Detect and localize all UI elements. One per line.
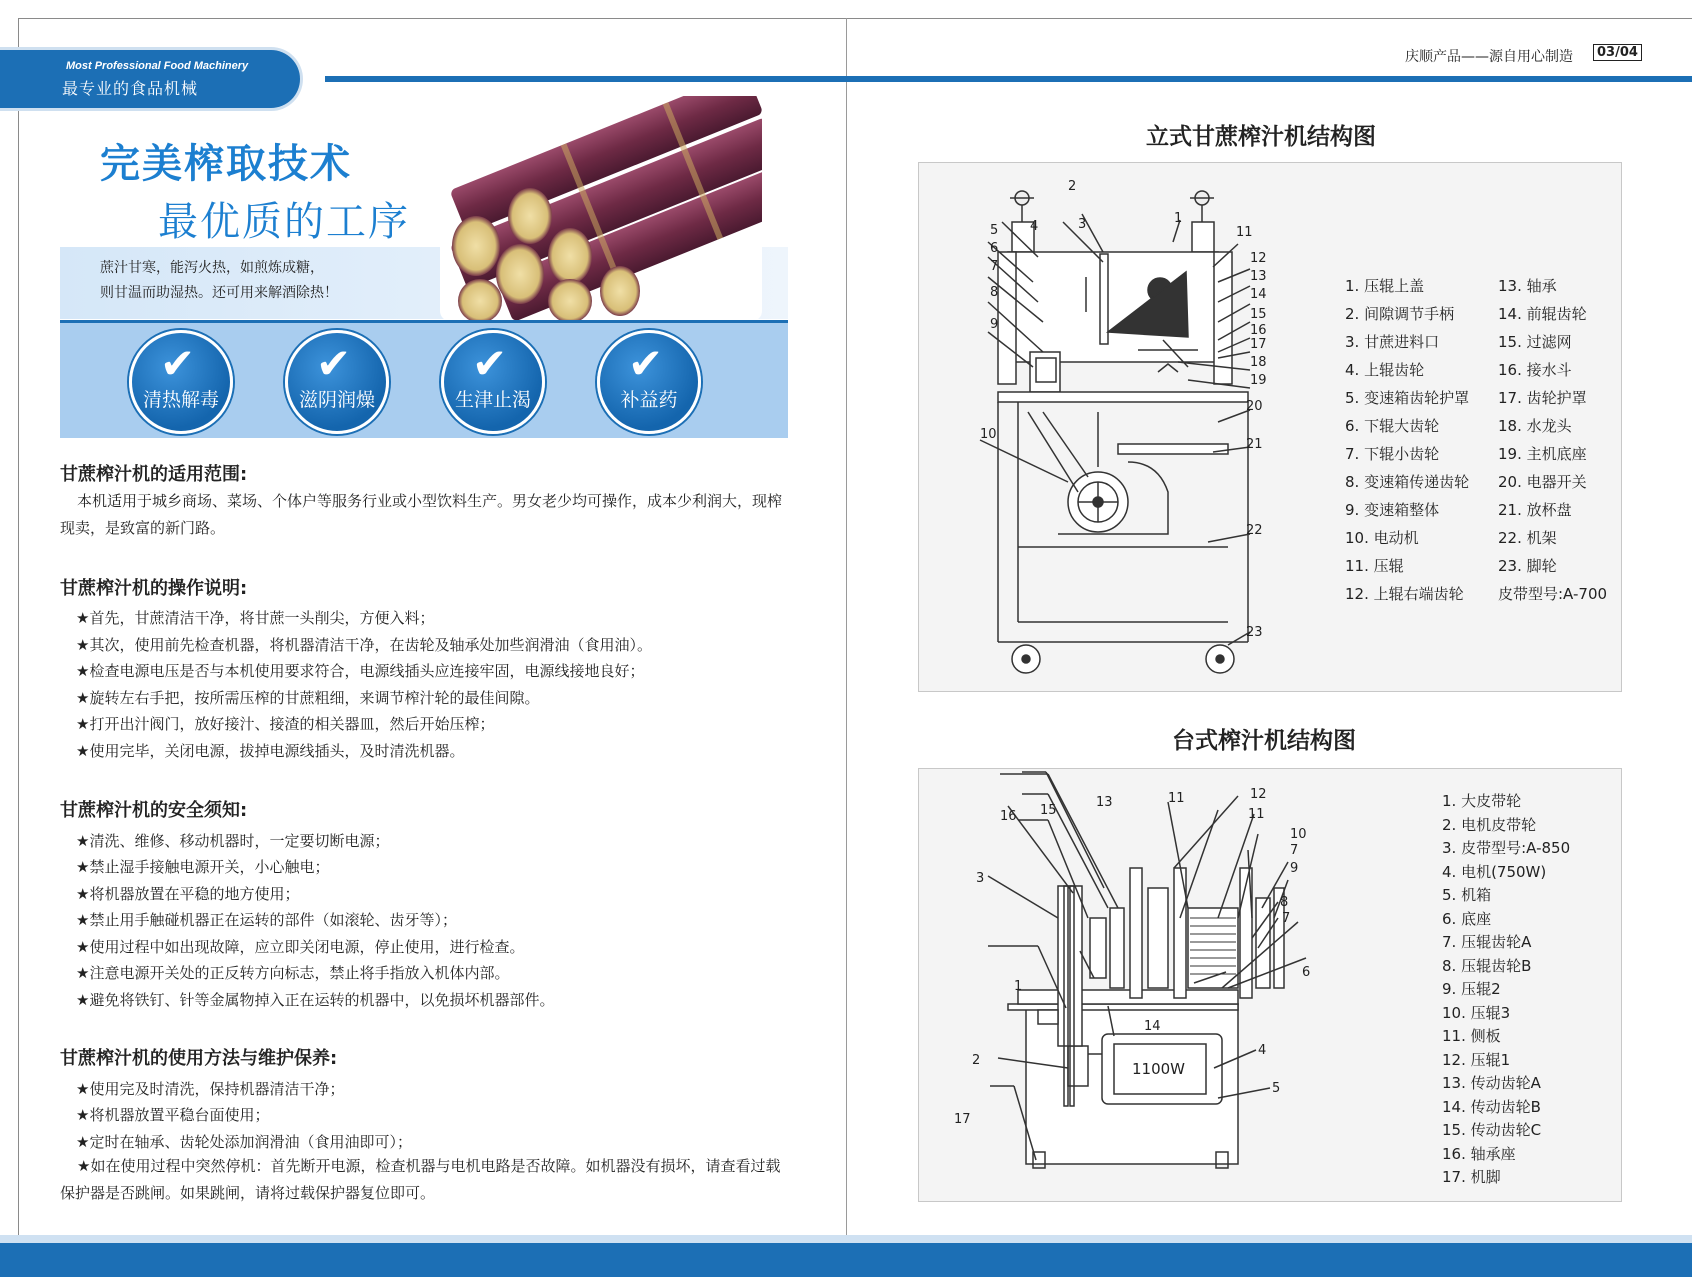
- legend-item: 11. 侧板: [1442, 1027, 1501, 1045]
- callout: 14: [1144, 1019, 1161, 1034]
- callout: 19: [1250, 373, 1267, 388]
- callout: 10: [1290, 827, 1307, 842]
- legend-item: 5. 机箱: [1442, 886, 1492, 904]
- callout: 9: [1290, 861, 1299, 876]
- hero-subtitle: 最优质的工序: [158, 199, 410, 245]
- legend-item: 11. 压辊: [1345, 557, 1404, 575]
- callout: 13: [1096, 795, 1113, 810]
- callout: 15: [1040, 803, 1057, 818]
- callout: 23: [1246, 625, 1263, 640]
- legend-item: 3. 皮带型号:A-850: [1442, 839, 1571, 857]
- section-heading-operation: 甘蔗榨汁机的操作说明:: [60, 578, 248, 599]
- legend-item: 13. 传动齿轮A: [1442, 1074, 1541, 1092]
- callout: 12: [1250, 787, 1267, 802]
- callout: 1: [1174, 211, 1183, 226]
- section-heading-scope: 甘蔗榨汁机的适用范围:: [60, 464, 248, 485]
- maintenance-item: ★定时在轴承、齿轮处添加润滑油（食用油即可）；: [76, 1133, 412, 1151]
- callout: 11: [1236, 225, 1253, 240]
- safety-item: ★禁止用手触碰机器正在运转的部件（如滚轮、齿牙等）；: [76, 911, 457, 929]
- sugarcane-photo: [440, 96, 762, 321]
- legend-item: 7. 下辊小齿轮: [1345, 445, 1440, 463]
- safety-item: ★将机器放置在平稳的地方使用；: [76, 885, 300, 903]
- callout: 11: [1168, 791, 1185, 806]
- callout: 8: [990, 285, 999, 300]
- check-icon: ✔: [472, 339, 508, 388]
- legend-item: 16. 轴承座: [1442, 1144, 1516, 1163]
- callout: 5: [990, 223, 999, 238]
- callout: 2: [1068, 179, 1077, 194]
- legend-item: 23. 脚轮: [1498, 557, 1557, 575]
- section-heading-safety: 甘蔗榨汁机的安全须知:: [60, 800, 248, 821]
- legend-item: 19. 主机底座: [1498, 445, 1587, 463]
- callout: 11: [1248, 807, 1265, 822]
- callout: 4: [1030, 219, 1039, 234]
- callout: 4: [1258, 1043, 1267, 1058]
- legend-item: 4. 电机(750W): [1442, 862, 1547, 881]
- legend-item: 10. 电动机: [1345, 529, 1419, 547]
- callout: 8: [1280, 895, 1289, 910]
- callout: 2: [972, 1053, 981, 1068]
- legend-item: 8. 变速箱传递齿轮: [1345, 473, 1470, 491]
- legend-item: 16. 接水斗: [1498, 361, 1572, 379]
- callout: 6: [1302, 965, 1311, 980]
- callout: 16: [1000, 809, 1017, 824]
- callout: 7: [990, 259, 999, 274]
- callout: 3: [976, 871, 985, 886]
- callout: 12: [1250, 251, 1267, 266]
- legend-item: 5. 变速箱齿轮护罩: [1345, 389, 1470, 407]
- brand-english: Most Professional Food Machinery: [66, 60, 249, 72]
- table-diagram-title: 台式榨汁机结构图: [1172, 728, 1356, 754]
- safety-item: ★使用过程中如出现故障，应立即关闭电源，停止使用，进行检查。: [76, 938, 525, 956]
- legend-item: 3. 甘蔗进料口: [1345, 333, 1440, 351]
- callout: 22: [1246, 523, 1263, 538]
- maintenance-last-item: ★如在使用过程中突然停机：首先断开电源，检查机器与电机电路是否故障。如机器没有损坏，请查看过载保护器是否跳闸。如果跳闸，请将过载保护器复位即可。: [60, 1157, 781, 1202]
- header-tagline: 庆顺产品——源自用心制造: [1405, 49, 1573, 65]
- header-rule: [325, 76, 1692, 82]
- legend-item: 14. 前辊齿轮: [1498, 305, 1587, 323]
- legend-item: 8. 压辊齿轮B: [1442, 956, 1532, 975]
- legend-item: 皮带型号:A-700: [1498, 585, 1608, 603]
- benefit-label: 滋阴润燥: [298, 389, 375, 411]
- legend-item: 10. 压辊3: [1442, 1003, 1511, 1022]
- benefit-badge: [129, 330, 233, 434]
- maintenance-item: ★使用完及时清洗，保持机器清洁干净；: [76, 1080, 345, 1098]
- legend-item: 6. 底座: [1442, 909, 1492, 928]
- brand-chinese: 最专业的食品机械: [62, 79, 199, 98]
- safety-item: ★注意电源开关处的正反转方向标志，禁止将手指放入机体内部。: [76, 964, 510, 982]
- legend-item: 6. 下辊大齿轮: [1345, 417, 1440, 435]
- legend-item: 9. 变速箱整体: [1345, 501, 1440, 519]
- callout: 3: [1078, 217, 1087, 232]
- callout: 21: [1246, 437, 1263, 452]
- callout: 14: [1250, 287, 1267, 302]
- safety-item: ★清洗、维修、移动机器时，一定要切断电源；: [76, 832, 390, 850]
- legend-item: 13. 轴承: [1498, 277, 1557, 295]
- callout: 17: [954, 1112, 971, 1127]
- callout: 20: [1246, 399, 1263, 414]
- legend-item: 2. 间隙调节手柄: [1345, 305, 1455, 323]
- callout: 7: [1282, 911, 1291, 926]
- legend-item: 2. 电机皮带轮: [1442, 815, 1537, 834]
- benefit-badge: [597, 330, 701, 434]
- callout: 7: [1290, 843, 1299, 858]
- vertical-legend-col1: [1345, 272, 1469, 608]
- safety-item: ★避免将铁钉、针等金属物掉入正在运转的机器中，以免损坏机器部件。: [76, 991, 555, 1009]
- legend-item: 4. 上辊齿轮: [1345, 361, 1425, 379]
- callout: 15: [1250, 307, 1267, 322]
- legend-item: 1. 大皮带轮: [1442, 792, 1522, 810]
- check-icon: ✔: [160, 339, 196, 388]
- legend-item: 14. 传动齿轮B: [1442, 1097, 1541, 1116]
- check-icon: ✔: [316, 339, 352, 388]
- callout: 5: [1272, 1081, 1281, 1096]
- maintenance-item: ★将机器放置平稳台面使用；: [76, 1106, 270, 1124]
- legend-item: 9. 压辊2: [1442, 980, 1501, 998]
- legend-item: 17. 机脚: [1442, 1168, 1501, 1186]
- legend-item: 15. 传动齿轮C: [1442, 1121, 1542, 1139]
- operation-item: ★旋转左右手把，按所需压榨的甘蔗粗细，来调节榨汁轮的最佳间隙。: [76, 689, 540, 707]
- callout: 9: [990, 317, 999, 332]
- legend-item: 20. 电器开关: [1498, 473, 1587, 491]
- callout: 10: [980, 427, 997, 442]
- motor-label: 1100W: [1132, 1060, 1186, 1078]
- operation-item: ★首先，甘蔗清洁干净，将甘蔗一头削尖，方便入料；: [76, 609, 435, 627]
- scope-text: 本机适用于城乡商场、菜场、个体户等服务行业或小型饮料生产。男女老少均可操作，成本少利润大，现榨现卖，是致富的新门路。: [60, 492, 783, 537]
- intro-text: [100, 256, 338, 306]
- legend-item: 22. 机架: [1498, 529, 1557, 547]
- benefit-label: 补益药: [620, 389, 678, 411]
- intro-line: 则甘温而助湿热。还可用来解酒除热！: [100, 285, 338, 301]
- operation-item: ★使用完毕，关闭电源，拔掉电源线插头，及时清洗机器。: [76, 742, 465, 760]
- callout: 6: [990, 241, 999, 256]
- vertical-legend-col2: [1498, 272, 1607, 608]
- callout: 13: [1250, 269, 1267, 284]
- legend-item: 21. 放杯盘: [1498, 501, 1572, 519]
- legend-item: 17. 齿轮护罩: [1498, 389, 1587, 407]
- legend-item: 12. 压辊1: [1442, 1050, 1511, 1069]
- safety-item: ★禁止湿手接触电源开关，小心触电；: [76, 858, 330, 876]
- table-legend: [1442, 790, 1570, 1190]
- legend-item: 12. 上辊右端齿轮: [1345, 585, 1464, 603]
- callout: 16: [1250, 323, 1267, 338]
- benefit-label: 生津止渴: [454, 389, 531, 411]
- page-number: 03/04: [1593, 44, 1642, 61]
- check-icon: ✔: [628, 339, 664, 388]
- page-spine: [846, 18, 847, 1263]
- footer-strip: [0, 1235, 1692, 1243]
- legend-item: 18. 水龙头: [1498, 417, 1572, 435]
- benefit-badge: [441, 330, 545, 434]
- operation-item: ★打开出汁阀门，放好接汁、接渣的相关器皿，然后开始压榨；: [76, 715, 495, 733]
- legend-item: 15. 过滤网: [1498, 333, 1572, 351]
- callout: 17: [1250, 337, 1267, 352]
- callout: 18: [1250, 355, 1267, 370]
- vertical-diagram-title: 立式甘蔗榨汁机结构图: [1146, 124, 1376, 150]
- hero-title: 完美榨取技术: [100, 141, 352, 187]
- benefit-label: 清热解毒: [142, 389, 219, 411]
- operation-item: ★其次，使用前先检查机器，将机器清洁干净，在齿轮及轴承处加些润滑油（食用油）。: [76, 636, 652, 654]
- intro-line: 蔗汁甘寒，能泻火热，如煎炼成糖，: [100, 260, 324, 276]
- operation-item: ★检查电源电压是否与本机使用要求符合，电源线插头应连接牢固，电源线接地良好；: [76, 662, 645, 680]
- legend-item: 1. 压辊上盖: [1345, 277, 1425, 295]
- footer-bar: [0, 1243, 1692, 1277]
- benefit-badge: [285, 330, 389, 434]
- callout: 1: [1014, 979, 1023, 994]
- section-heading-maintenance: 甘蔗榨汁机的使用方法与维护保养:: [60, 1048, 338, 1069]
- legend-item: 7. 压辊齿轮A: [1442, 933, 1532, 951]
